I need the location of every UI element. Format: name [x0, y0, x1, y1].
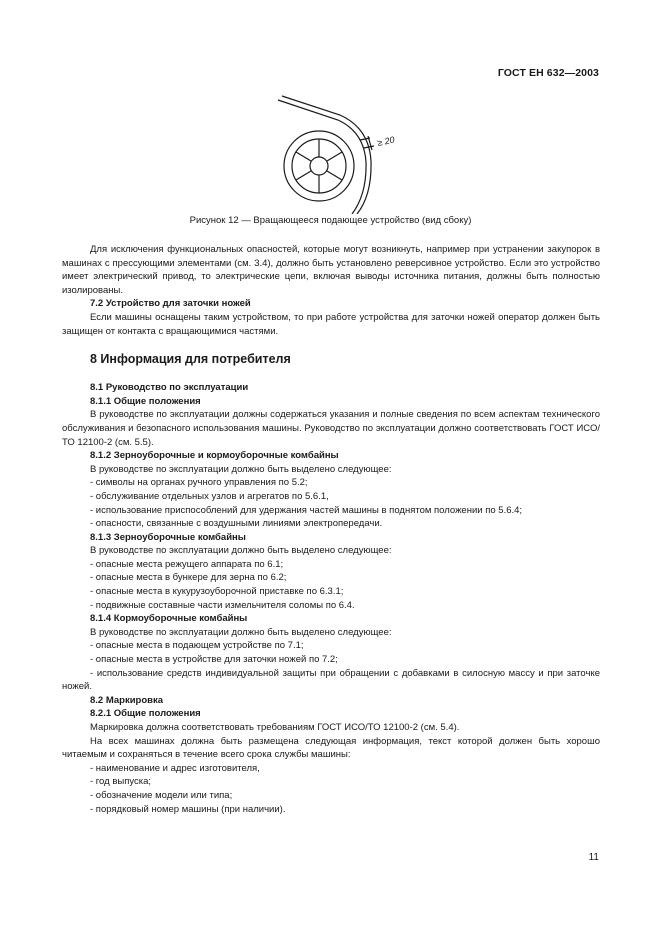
list-item: - обслуживание отдельных узлов и агрегатов по 5.6.1, — [90, 490, 329, 502]
list-item: - обозначение модели или типа; — [90, 789, 233, 801]
section-7-2-title: 7.2 Устройство для заточки ножей — [90, 298, 251, 310]
section-8-1-4-intro: В руководстве по эксплуатации должно быть выделено следующее: — [90, 626, 392, 638]
section-8-1-3-title: 8.1.3 Зерноуборочные комбайны — [90, 531, 246, 543]
section-8-title: 8 Информация для потребителя — [90, 352, 291, 367]
list-item: - опасные места режущего аппарата по 6.1; — [90, 558, 284, 570]
list-item: - наименование и адрес изготовителя, — [90, 762, 260, 774]
section-8-1-2-title: 8.1.2 Зерноуборочные и кормоуборочные комбайны — [90, 450, 339, 462]
dimension-label: ≥ 20 — [376, 134, 396, 148]
section-8-2-1-title: 8.2.1 Общие положения — [90, 708, 201, 720]
section-7-2-text: Если машины оснащены таким устройством, то при работе устройства для заточки ножей оператор должен быть защищен от контакта с вращающимися частями. — [62, 311, 600, 337]
section-8-1-4-title: 8.1.4 Кормоуборочные комбайны — [90, 613, 248, 625]
document-body — [62, 243, 600, 816]
section-8-1-3-intro: В руководстве по эксплуатации должно быть выделено следующее: — [90, 545, 392, 557]
list-item: - опасные места в бункере для зерна по 6.2; — [90, 572, 287, 584]
list-item: - год выпуска; — [90, 776, 152, 788]
rotating-feeder-figure — [268, 94, 418, 214]
list-item: - опасные места в устройстве для заточки ножей по 7.2; — [90, 654, 338, 666]
list-item: - опасные места в кукурузоуборочной приставке по 6.3.1; — [90, 586, 344, 598]
list-item: - опасности, связанные с воздушными линиями электропередачи. — [90, 518, 383, 530]
section-8-2-1-text-2: На всех машинах должна быть размещена следующая информация, текст которой должен быть хорошо читаемым и сохраняться в течение всего срока службы машины: — [62, 735, 600, 761]
page-number: 11 — [588, 852, 599, 863]
list-item: - использование средств индивидуальной защиты при обращении с добавками в силосную массу и при заточке ножей. — [62, 667, 600, 693]
section-8-2-title: 8.2 Маркировка — [90, 694, 164, 706]
list-item: - порядковый номер машины (при наличии). — [90, 803, 286, 815]
list-item: - использование приспособлений для удержания частей машины в поднятом положении по 5.6.4; — [90, 504, 523, 516]
list-item: - опасные места в подающем устройстве по 7.1; — [90, 640, 304, 652]
figure-caption: Рисунок 12 — Вращающееся подающее устройство (вид сбоку) — [189, 215, 472, 226]
section-8-1-title: 8.1 Руководство по эксплуатации — [90, 382, 249, 394]
section-8-1-2-intro: В руководстве по эксплуатации должно быть выделено следующее: — [90, 463, 392, 475]
section-8-2-1-text-1: Маркировка должна соответствовать требованиям ГОСТ ИСО/ТО 12100-2 (см. 5.4). — [90, 722, 460, 733]
section-8-1-1-title: 8.1.1 Общие положения — [90, 395, 201, 407]
paragraph-reversing: Для исключения функциональных опасностей, которые могут возникнуть, например при устранении закупорок в машинах с прессующими элементами (см. 3.4), должно быть установлено реверсивное устройство. Если это устройство имеет электрический привод, то электрические цепи, включая выводы источника питания, должны быть полностью изолированы. — [62, 244, 600, 296]
section-8-1-1-text: В руководстве по эксплуатации должны содержаться указания и полные сведения по всем аспектам технического обслуживания и безопасного использования машины. Руководство по эксплуатации должно соответствовать ГОСТ ИСО/ТО 12100-2 (см. 5.5). — [62, 409, 600, 448]
list-item: - символы на органах ручного управления по 5.2; — [90, 477, 308, 489]
document-id: ГОСТ ЕН 632—2003 — [497, 67, 599, 79]
list-item: - подвижные составные части измельчителя соломы по 6.4. — [90, 599, 355, 611]
